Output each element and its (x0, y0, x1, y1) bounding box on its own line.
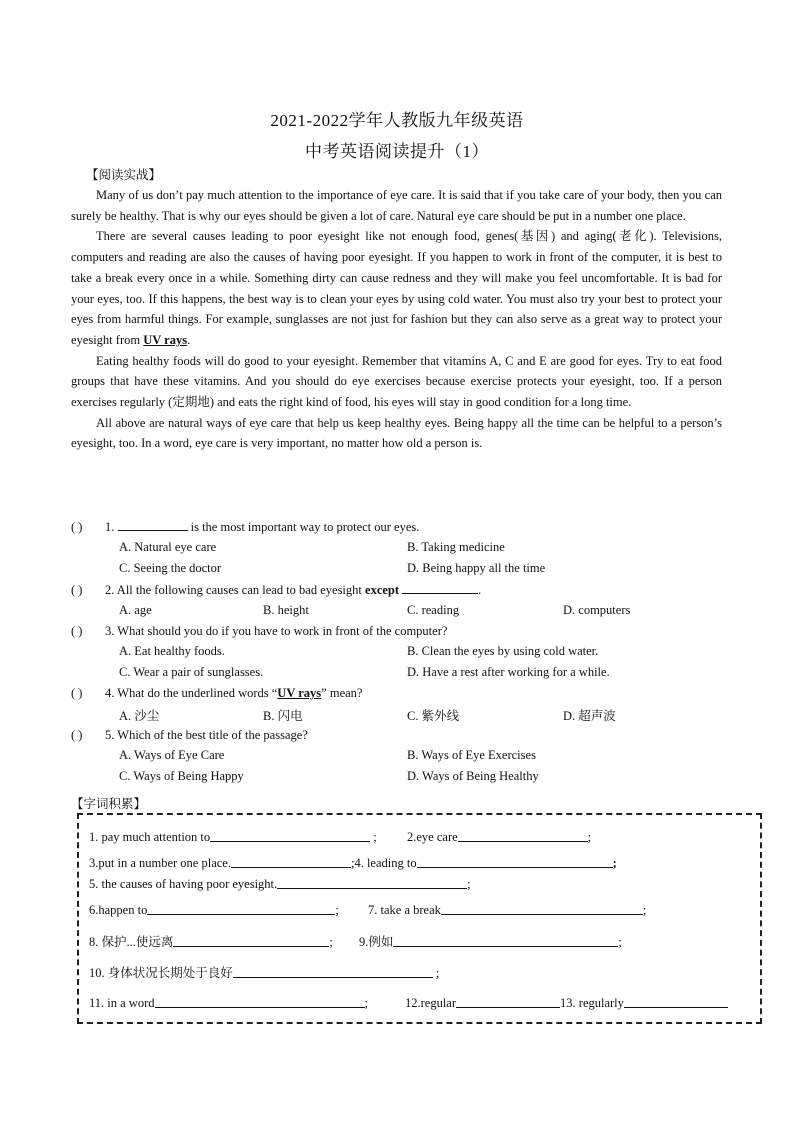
q2-option-a[interactable]: A. age (119, 603, 152, 617)
paragraph-4: All above are natural ways of eye care that help us keep healthy eyes. Being happy all the time can be helpful to a person’s eyesight, too. In a word, eye care is very important, no matter how old a person is. (71, 415, 722, 451)
question-3: ( ) 3. What should you do if you have to work in front of the computer? (71, 624, 448, 638)
q2-option-d[interactable]: D. computers (563, 603, 631, 617)
vocab-blank[interactable] (231, 856, 351, 868)
vocab-item-1: 1. pay much attention to ; (89, 830, 377, 844)
vocab-item-5: 5. the causes of having poor eyesight. ; (89, 877, 471, 891)
q3-option-b[interactable]: B. Clean the eyes by using cold water. (407, 644, 599, 658)
page-title: 2021-2022学年人教版九年级英语 (270, 111, 524, 130)
answer-blank[interactable] (402, 582, 478, 594)
vocab-blank[interactable] (210, 830, 370, 842)
vocab-blank[interactable] (441, 903, 643, 915)
vocab-section-tag: 【字词积累】 (71, 797, 147, 811)
q2-option-c[interactable]: C. reading (407, 603, 460, 617)
q5-option-b[interactable]: B. Ways of Eye Exercises (407, 748, 536, 762)
question-4: ( ) 4. What do the underlined words “UV rays” mean? (71, 686, 363, 700)
reading-section-tag: 【阅读实战】 (86, 168, 162, 182)
vocab-blank[interactable] (393, 935, 618, 947)
vocab-item-6: 6.happen to ; (89, 903, 339, 917)
q1-option-d[interactable]: D. Being happy all the time (407, 561, 546, 575)
q5-option-a[interactable]: A. Ways of Eye Care (119, 748, 225, 762)
vocab-item-7: 7. take a break ; (368, 903, 647, 917)
vocab-item-3: 3.put in a number one place. ;4. leading to ; (89, 856, 617, 870)
answer-paren[interactable]: ( ) (71, 728, 83, 742)
question-5: ( ) 5. Which of the best title of the passage? (71, 728, 308, 742)
paragraph-1: Many of us don’t pay much attention to the importance of eye care. It is said that if you take care of your body, then you can surely be healthy. That is why our eyes should be given a lot of care. Natural eye care should be put in a number one place. (71, 188, 722, 223)
answer-paren[interactable]: ( ) (71, 520, 83, 534)
vocab-item-9: 9.例如 ; (359, 935, 622, 949)
vocab-item-2: 2.eye care ; (407, 830, 592, 844)
q3-option-d[interactable]: D. Have a rest after working for a while. (407, 665, 610, 679)
paragraph-2: There are several causes leading to poor eyesight like not enough food, genes(基因) and aging(老化). Televisions, computers and reading are also the causes of having poor eyesight. If you happen to work in front of the computer, it is best to take a break every once in a while. Something dirty can cause redness and they will make you feel uncomfortable. It is bad for your eyes, too. If this happens, the best way is to clean your eyes by using cold water. You must also try your best to protect your eyes from harmful things. For example, sunglasses are not just for fashion but they can also serve as a great way to protect your eyesight from UV rays. (71, 229, 722, 347)
vocab-item-11: 11. in a word ; (89, 996, 368, 1010)
q5-option-d[interactable]: D. Ways of Being Healthy (407, 769, 539, 783)
q3-option-c[interactable]: C. Wear a pair of sunglasses. (119, 665, 264, 679)
q1-option-c[interactable]: C. Seeing the doctor (119, 561, 222, 575)
q3-option-a[interactable]: A. Eat healthy foods. (119, 644, 225, 658)
vocab-item-10: 10. 身体状况长期处于良好 ; (89, 966, 440, 980)
answer-paren[interactable]: ( ) (71, 686, 83, 700)
vocab-blank[interactable] (233, 966, 433, 978)
q2-option-b[interactable]: B. height (263, 603, 309, 617)
question-1: ( ) 1. is the most important way to protect our eyes. (71, 520, 420, 534)
answer-paren[interactable]: ( ) (71, 583, 83, 597)
q4-option-a[interactable]: A. 沙尘 (119, 709, 160, 723)
answer-paren[interactable]: ( ) (71, 624, 83, 638)
q1-option-a[interactable]: A. Natural eye care (119, 540, 217, 554)
vocab-item-12: 12.regular 13. regularly (405, 995, 728, 1011)
vocab-blank[interactable] (456, 996, 560, 1008)
vocab-blank[interactable] (624, 996, 728, 1008)
q4-option-d[interactable]: D. 超声波 (563, 709, 616, 723)
vocab-blank[interactable] (173, 935, 329, 947)
vocab-blank[interactable] (277, 877, 467, 889)
underlined-uv-rays: UV rays (143, 332, 188, 347)
vocab-item-8: 8. 保护...使远离 ; (89, 935, 333, 949)
q4-option-c[interactable]: C. 紫外线 (407, 709, 460, 723)
answer-blank[interactable] (118, 519, 188, 531)
q4-option-b[interactable]: B. 闪电 (263, 709, 303, 723)
page-subtitle: 中考英语阅读提升（1） (305, 142, 489, 161)
vocab-blank[interactable] (147, 903, 335, 915)
vocab-blank[interactable] (417, 856, 613, 868)
question-2: ( ) 2. All the following causes can lead to bad eyesight except . (71, 583, 482, 597)
q1-option-b[interactable]: B. Taking medicine (407, 540, 505, 554)
reading-passage (71, 185, 722, 454)
vocab-blank[interactable] (155, 996, 365, 1008)
vocab-blank[interactable] (458, 830, 588, 842)
q5-option-c[interactable]: C. Ways of Being Happy (119, 769, 244, 783)
paragraph-3: Eating healthy foods will do good to your eyesight. Remember that vitamins A, C and E are good for eyes. Try to eat food groups that have these vitamins. And you should do eye exercises because exercise protects your eyesight, too. If a person exercises regularly (定期地) and eats the right kind of food, his eyes will stay in good condition for a long time. (71, 353, 722, 410)
